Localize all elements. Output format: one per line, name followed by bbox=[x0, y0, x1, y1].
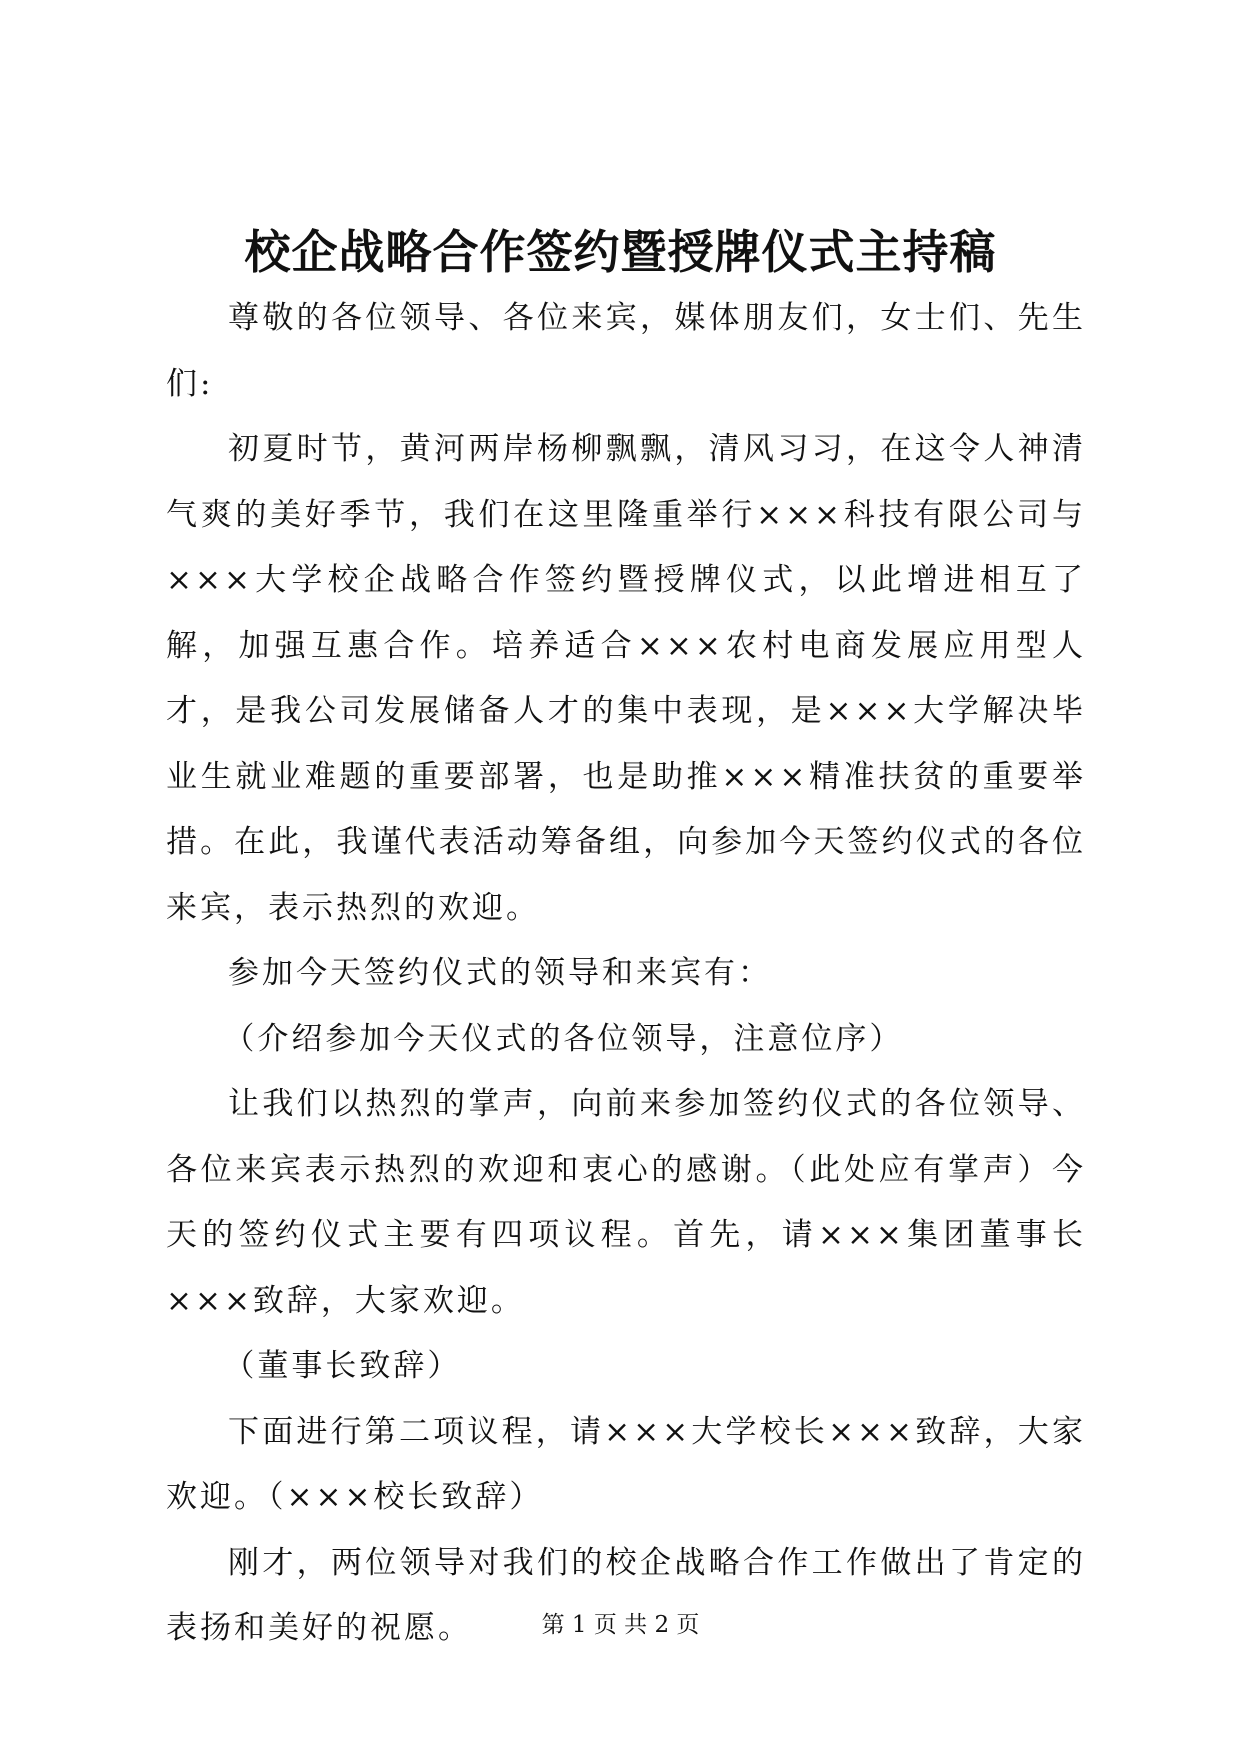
paragraph-guests-intro: 参加今天签约仪式的领导和来宾有： bbox=[228, 955, 772, 991]
paragraph-guests-note: （介绍参加今天仪式的各位领导，注意位序） bbox=[223, 1020, 904, 1057]
paragraph-salutation: 尊敬的各位领导、各位来宾，媒体朋友们，女士们、先生们: bbox=[166, 300, 1086, 402]
page-number-footer: 第 1 页 共 2 页 bbox=[541, 1612, 700, 1638]
document-body bbox=[166, 286, 1086, 1662]
paragraph-closing-remark: 刚才，两位领导对我们的校企战略合作工作做出了肯定的表扬和美好的祝愿。 bbox=[166, 1544, 1086, 1646]
paragraph-agenda: 让我们以热烈的掌声，向前来参加签约仪式的各位领导、各位来宾表示热烈的欢迎和衷心的感谢。（此处应有掌声）今天的签约仪式主要有四项议程。首先，请×××集团董事长×××致辞，大家欢迎。 bbox=[166, 1086, 1086, 1319]
paragraph-second-agenda: 下面进行第二项议程，请×××大学校长×××致辞，大家欢迎。（×××校长致辞） bbox=[166, 1413, 1086, 1515]
paragraph-opening: 初夏时节，黄河两岸杨柳飘飘，清风习习，在这令人神清气爽的美好季节，我们在这里隆重举行×××科技有限公司与×××大学校企战略合作签约暨授牌仪式，以此增进相互了解，加强互惠合作。培养适合×××农村电商发展应用型人才，是我公司发展储备人才的集中表现，是×××大学解决毕业生就业难题的重要部署，也是助推×××精准扶贫的重要举措。在此，我谨代表活动筹备组，向参加今天签约仪式的各位来宾，表示热烈的欢迎。 bbox=[166, 431, 1086, 926]
paragraph-chairman-speech: （董事长致辞） bbox=[223, 1348, 462, 1384]
document-title: 校企战略合作签约暨授牌仪式主持稿 bbox=[244, 225, 997, 279]
